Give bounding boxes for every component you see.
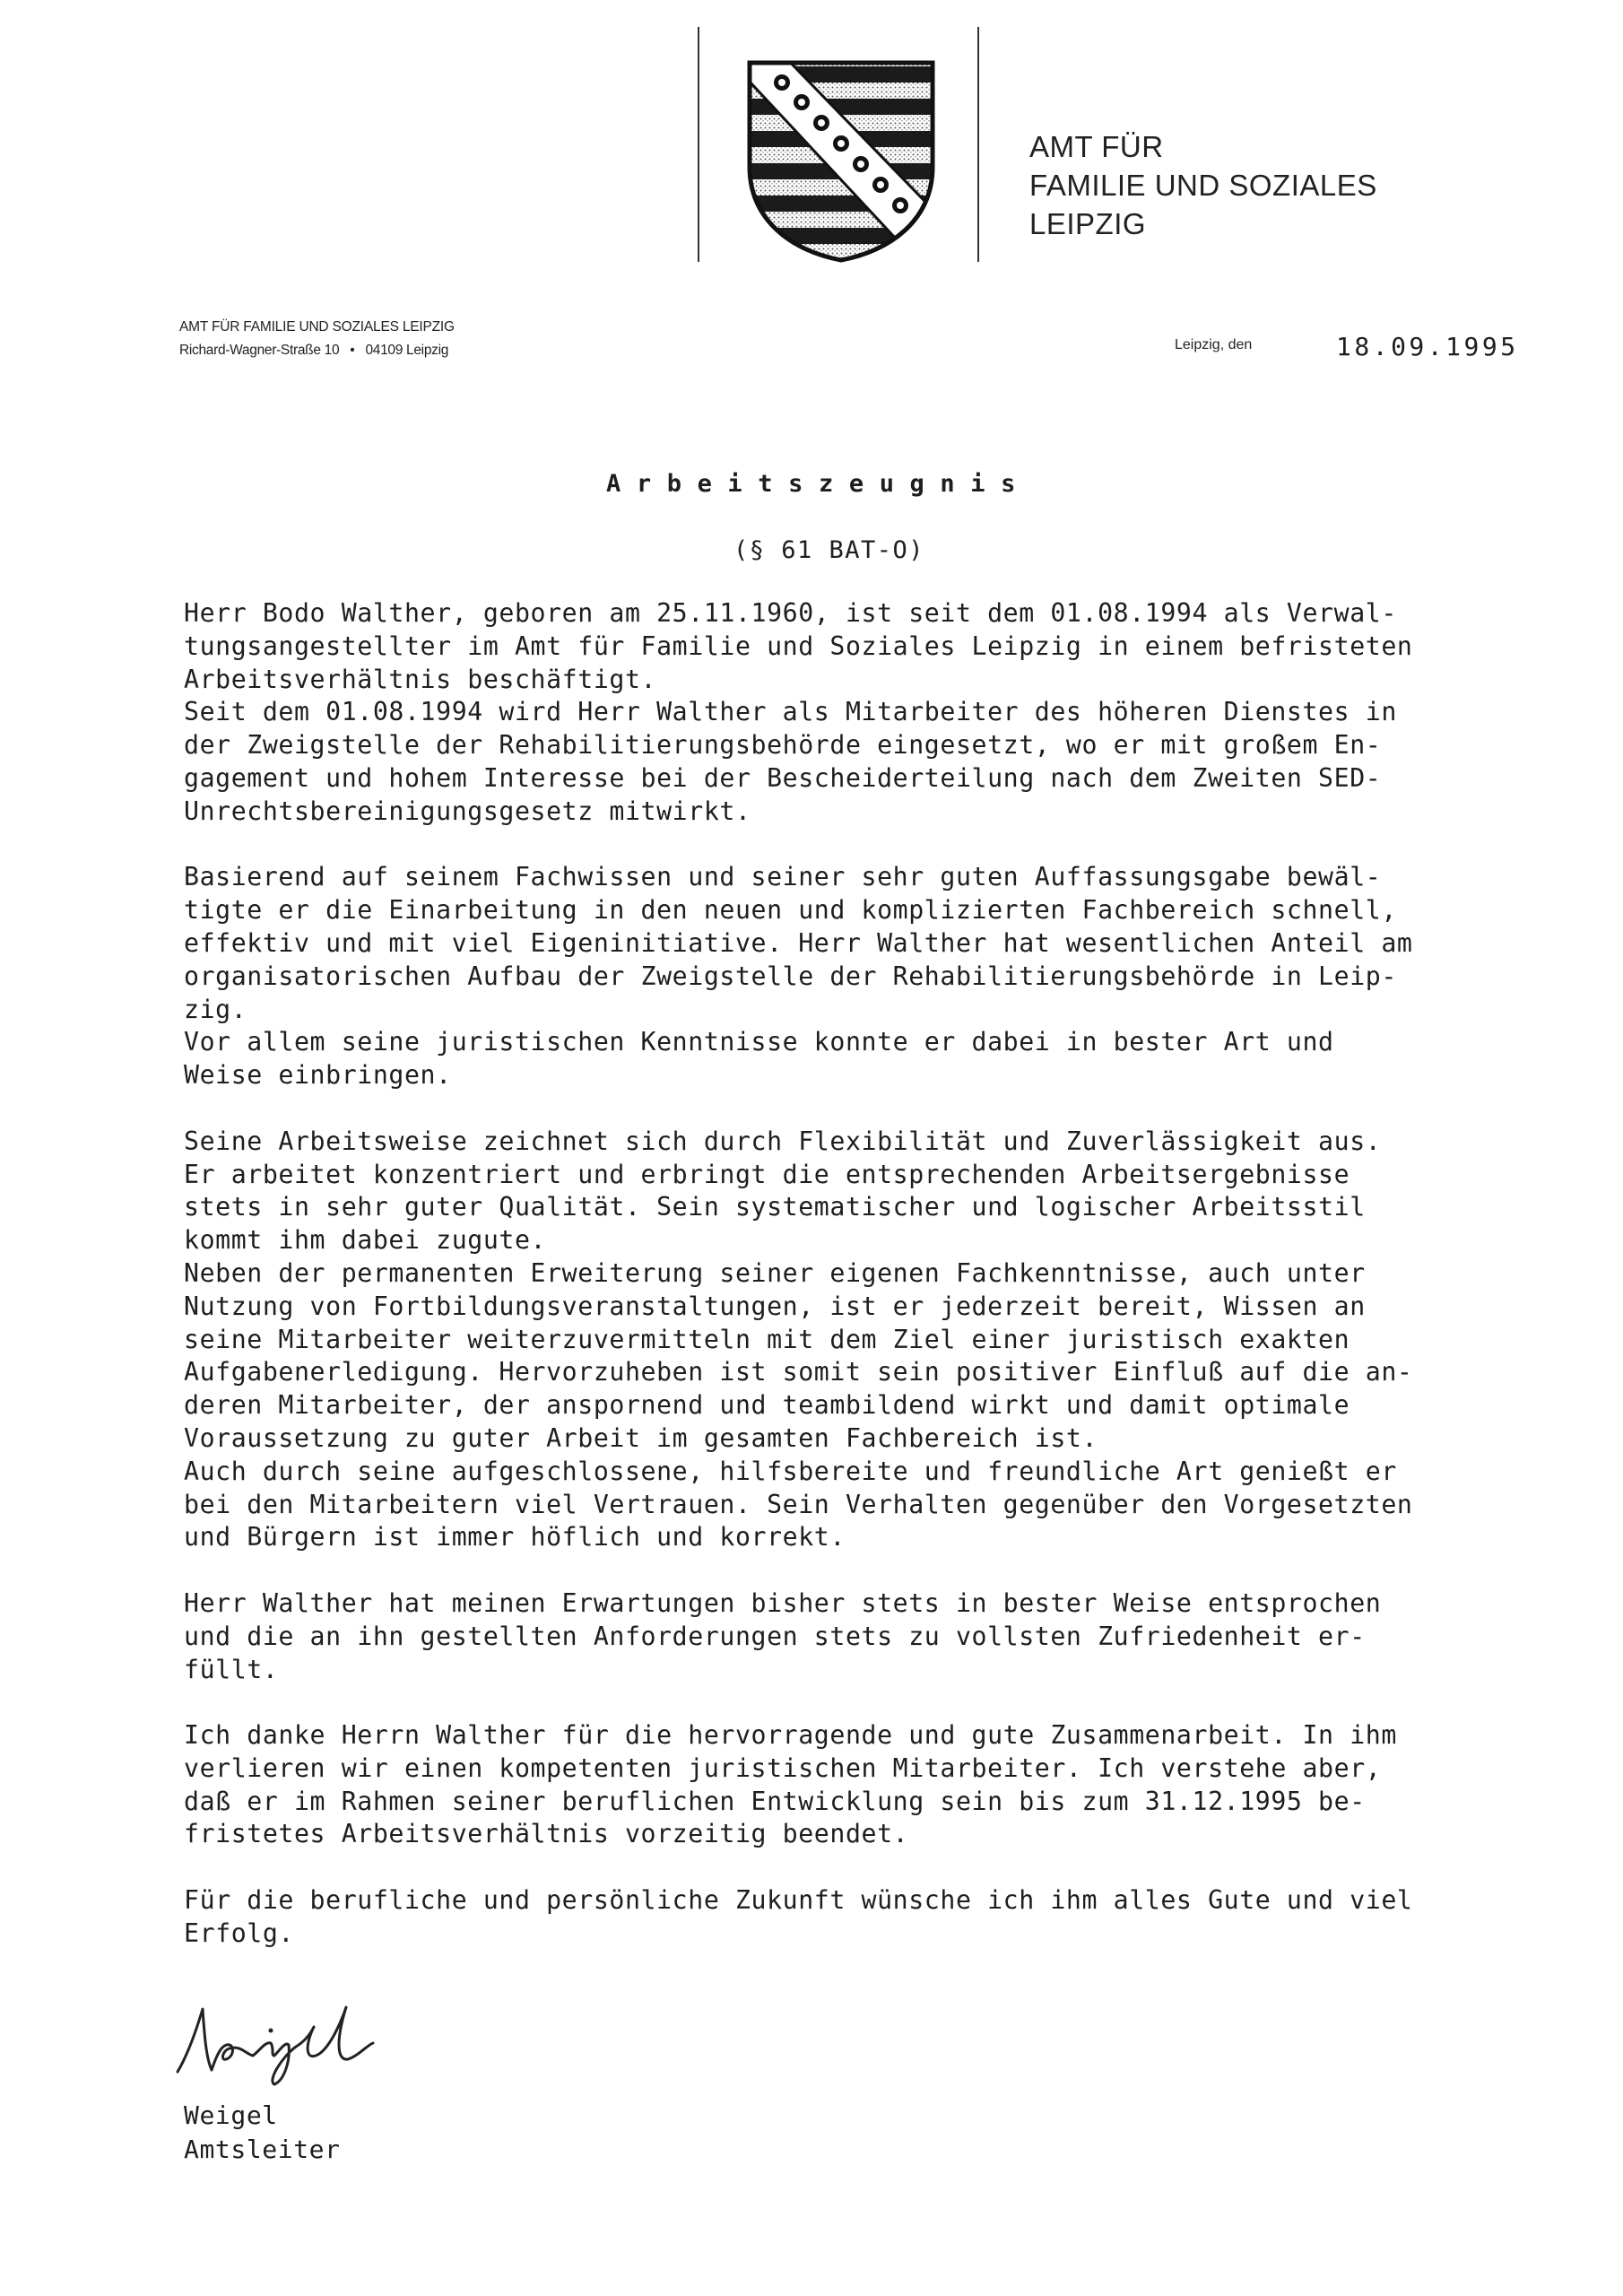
body-line: Aufgabenerledigung. Hervorzuheben ist somit sein positiver Einfluß auf die an-: [184, 1357, 1413, 1387]
authority-line-2: FAMILIE UND SOZIALES: [1029, 169, 1377, 202]
body-line: Neben der permanenten Erweiterung seiner eigenen Fachkenntnisse, auch unter: [184, 1257, 1366, 1288]
signer-name: Weigel: [184, 2100, 278, 2130]
authority-name: [1029, 127, 1377, 243]
body-line: Weise einbringen.: [184, 1060, 452, 1091]
body-line: verlieren wir einen kompetenten juristischen Mitarbeiter. Ich verstehe aber,: [184, 1752, 1382, 1783]
body-line: gagement und hohem Interesse bei der Bescheiderteilung nach dem Zweiten SED-: [184, 762, 1382, 793]
place-label: Leipzig, den: [1175, 337, 1253, 352]
body-line: zig.: [184, 994, 247, 1024]
letter-date: 18.09.1995: [1336, 332, 1519, 361]
body-paragraph: [184, 1126, 1511, 1554]
body-line: bei den Mitarbeitern viel Vertrauen. Sein Verhalten gegenüber den Vorgesetzten: [184, 1489, 1413, 1519]
body-line: Herr Bodo Walther, geboren am 25.11.1960, ist seit dem 01.08.1994 als Verwal-: [184, 598, 1397, 628]
address-separator: •: [350, 343, 355, 358]
saxony-coat-of-arms-icon: [746, 59, 936, 264]
body-paragraph: [184, 1719, 1511, 1851]
body-line: Seine Arbeitsweise zeichnet sich durch Flexibilität und Zuverlässigkeit aus.: [184, 1126, 1382, 1156]
body-line: Unrechtsbereinigungsgesetz mitwirkt.: [184, 796, 751, 826]
body-paragraph: [184, 1587, 1511, 1686]
document-title: Arbeitszeugnis: [606, 470, 1031, 498]
handwritten-signature: [170, 1991, 386, 2090]
body-line: effektiv und mit viel Eigeninitiative. Herr Walther hat wesentlichen Anteil am: [184, 927, 1413, 958]
body-line: seine Mitarbeiter weiterzuvermitteln mit dem Ziel einer juristisch exakten: [184, 1324, 1350, 1354]
body-line: deren Mitarbeiter, der anspornend und teambildend wirkt und damit optimale: [184, 1390, 1350, 1421]
body-line: der Zweigstelle der Rehabilitierungsbehörde eingesetzt, wo er mit großem En-: [184, 730, 1382, 761]
body-line: Voraussetzung zu guter Arbeit im gesamten Fachbereich ist.: [184, 1422, 1098, 1453]
body-line: organisatorischen Aufbau der Zweigstelle der Rehabilitierungsbehörde in Leip-: [184, 961, 1397, 991]
body-line: Erfolg.: [184, 1918, 294, 1948]
body-line: und die an ihn gestellten Anforderungen stets zu vollsten Zufriedenheit er-: [184, 1621, 1366, 1651]
sender-street-city: [179, 339, 455, 362]
body-line: Herr Walther hat meinen Erwartungen bisher stets in bester Weise entsprochen: [184, 1587, 1382, 1618]
body-paragraph: [184, 861, 1511, 1092]
sender-street: Richard-Wagner-Straße 10: [179, 343, 340, 358]
body-line: füllt.: [184, 1654, 279, 1684]
body-line: Er arbeitet konzentriert und erbringt die entsprechenden Arbeitsergebnisse: [184, 1159, 1350, 1189]
authority-line-1: AMT FÜR: [1029, 130, 1164, 163]
letterhead-divider-right: [977, 27, 979, 262]
sender-address: [179, 316, 455, 362]
body-line: tungsangestellter im Amt für Familie und Soziales Leipzig in einem befristeten: [184, 631, 1413, 661]
body-line: daß er im Rahmen seiner beruflichen Entwicklung sein bis zum 31.12.1995 be-: [184, 1786, 1366, 1816]
body-line: tigte er die Einarbeitung in den neuen und komplizierten Fachbereich schnell,: [184, 895, 1397, 926]
document-subtitle: (§ 61 BAT-O): [733, 536, 925, 564]
body-line: Nutzung von Fortbildungsveranstaltungen, ist er jederzeit bereit, Wissen an: [184, 1291, 1366, 1321]
letterhead-divider-left: [698, 27, 699, 262]
body-line: Basierend auf seinem Fachwissen und seiner sehr guten Auffassungsgabe bewäl-: [184, 862, 1382, 892]
signer-block: [184, 2099, 341, 2167]
body-paragraph: [184, 1884, 1511, 1951]
body-line: Auch durch seine aufgeschlossene, hilfsbereite und freundliche Art genießt er: [184, 1456, 1397, 1486]
signer-role: Amtsleiter: [184, 2135, 341, 2164]
body-line: stets in sehr guter Qualität. Sein systematischer und logischer Arbeitsstil: [184, 1192, 1366, 1222]
body-line: Arbeitsverhältnis beschäftigt.: [184, 664, 657, 694]
sender-name: AMT FÜR FAMILIE UND SOZIALES LEIPZIG: [179, 319, 455, 335]
body-line: kommt ihm dabei zugute.: [184, 1225, 547, 1256]
body-line: fristetes Arbeitsverhältnis vorzeitig beendet.: [184, 1819, 909, 1849]
body-line: und Bürgern ist immer höflich und korrekt.: [184, 1522, 846, 1552]
body-line: Vor allem seine juristischen Kenntnisse konnte er dabei in bester Art und: [184, 1027, 1334, 1057]
sender-city: 04109 Leipzig: [365, 343, 449, 358]
letter-body: [184, 597, 1511, 1983]
body-paragraph: [184, 597, 1511, 829]
body-line: Für die berufliche und persönliche Zukunft wünsche ich ihm alles Gute und viel: [184, 1885, 1413, 1916]
authority-line-3: LEIPZIG: [1029, 207, 1147, 240]
body-line: Seit dem 01.08.1994 wird Herr Walther als Mitarbeiter des höheren Dienstes in: [184, 697, 1397, 727]
body-line: Ich danke Herrn Walther für die hervorragende und gute Zusammenarbeit. In ihm: [184, 1720, 1397, 1751]
